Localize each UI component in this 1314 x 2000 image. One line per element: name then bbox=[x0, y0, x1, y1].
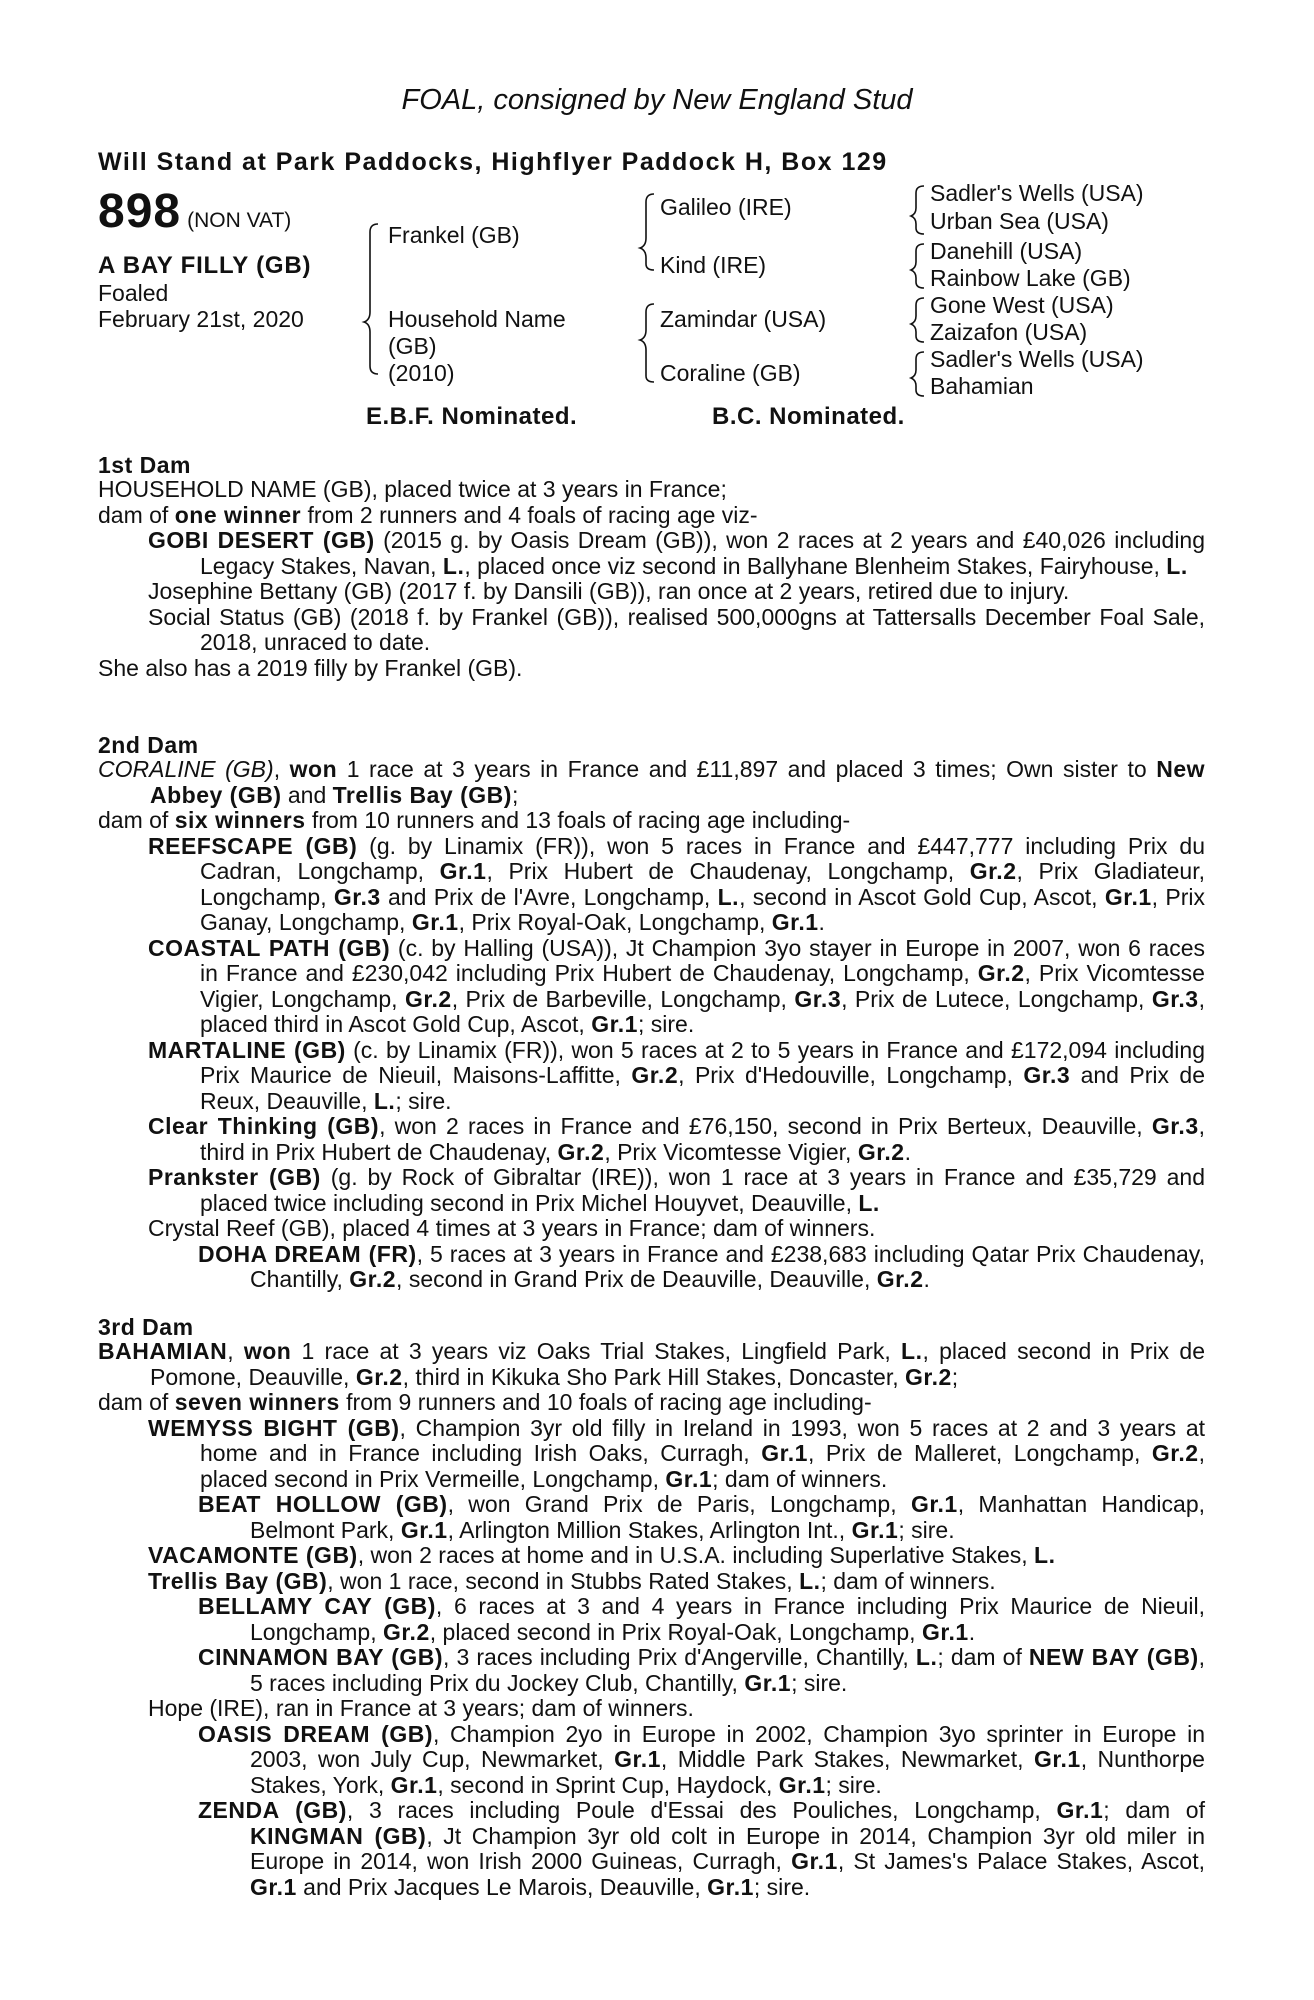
text-run: , Arlington Million Stakes, Arlington Int., bbox=[447, 1516, 852, 1543]
stand-location: Will Stand at Park Paddocks, Highflyer Paddock H, Box 129 bbox=[98, 148, 888, 176]
text-run: ; dam of winners. bbox=[820, 1567, 996, 1594]
bold-run: one winner bbox=[174, 501, 302, 528]
dam-name-line2: (GB) bbox=[388, 333, 437, 359]
bold-run: OASIS DREAM (GB) bbox=[198, 1720, 433, 1747]
dam3-entry bbox=[98, 1416, 1205, 1493]
dam3-entry bbox=[98, 1569, 1205, 1595]
bold-run: Trellis Bay (GB) bbox=[332, 781, 512, 808]
text-run: ; dam of bbox=[937, 1644, 1029, 1670]
text-run: , placed second in Prix de Pomone, Deauville, bbox=[150, 1338, 1205, 1390]
text-run: She also has a 2019 filly by Frankel (GB). bbox=[98, 654, 523, 681]
text-run: , 6 races at 3 and 4 years in France including Prix Maurice de Nieuil, Longchamp, bbox=[250, 1593, 1205, 1645]
ggs-8: Bahamian bbox=[930, 373, 1034, 399]
text-run: , 3 races including Poule d'Essai des Pouliches, Longchamp, bbox=[346, 1797, 1057, 1823]
bold-run: Gr.1 bbox=[439, 858, 487, 884]
text-run: (g. by Rock of Gibraltar (IRE)), won 1 race at 3 years in France and £35,729 and placed twice including second in Prix Michel Houyvet, Deauville, bbox=[200, 1164, 1205, 1216]
bold-run: Gr.2 bbox=[349, 1266, 397, 1292]
text-run: ; sire. bbox=[637, 1011, 695, 1037]
lot-name: A BAY FILLY (GB) bbox=[98, 252, 312, 279]
bold-run: won bbox=[243, 1338, 292, 1364]
dam-name-line1: Household Name bbox=[388, 306, 566, 332]
italic-run: CORALINE (GB) bbox=[98, 756, 274, 782]
text-run: Hope (IRE), ran in France at 3 years; dam of winners. bbox=[148, 1695, 694, 1721]
bold-run: Gr.1 bbox=[591, 1011, 638, 1037]
bold-run: Prankster (GB) bbox=[148, 1164, 321, 1190]
ggs-5: Gone West (USA) bbox=[930, 292, 1114, 318]
text-run: and bbox=[281, 781, 333, 808]
text-run: , Manhattan Handicap, Belmont Park, bbox=[250, 1491, 1205, 1543]
dam-dam: Coraline (GB) bbox=[660, 360, 801, 386]
text-run: , second in Ascot Gold Cup, Ascot, bbox=[739, 883, 1105, 910]
first-dam-heading: 1st Dam bbox=[98, 452, 191, 478]
text-run: , Champion 3yr old filly in Ireland in 1993, won 5 races at 2 and 3 years at home and in France including Irish Oaks, Curragh, bbox=[200, 1414, 1205, 1466]
text-run: , Prix Hubert de Chaudenay, Longchamp, bbox=[486, 858, 970, 884]
text-run: from 10 runners and 13 foals of racing age including- bbox=[305, 807, 851, 833]
text-run: 1 race at 3 years in France and £11,897 and placed 3 times; Own sister to bbox=[337, 756, 1157, 782]
ebf-nominated: E.B.F. Nominated. bbox=[366, 403, 578, 430]
dam1-entry bbox=[98, 528, 1205, 579]
bold-run: Gr.1 bbox=[707, 1873, 754, 1900]
ggs-4: Rainbow Lake (GB) bbox=[930, 265, 1131, 291]
text-run: , second in Sprint Cup, Haydock, bbox=[437, 1771, 779, 1798]
text-run: from 2 runners and 4 foals of racing age viz- bbox=[301, 501, 758, 528]
text-run: dam of bbox=[98, 807, 175, 833]
bold-run: Gr.1 bbox=[910, 1491, 958, 1517]
text-run: and Prix Jacques Le Marois, Deauville, bbox=[296, 1873, 708, 1900]
bold-run: Gr.1 bbox=[411, 909, 459, 935]
text-run: . bbox=[968, 1618, 976, 1645]
bold-run: Gr.2 bbox=[557, 1138, 605, 1165]
foaled-date: February 21st, 2020 bbox=[98, 306, 304, 332]
ggs-3: Danehill (USA) bbox=[930, 238, 1083, 264]
bold-run: Gr.3 bbox=[333, 883, 381, 910]
bold-run: Gr.3 bbox=[1151, 1113, 1199, 1139]
text-run: , Prix Vicomtesse Vigier, Longchamp, bbox=[200, 960, 1205, 1012]
bold-run: COASTAL PATH (GB) bbox=[148, 934, 391, 961]
bold-run: BEAT HOLLOW (GB) bbox=[198, 1491, 448, 1517]
bold-run: Gr.2 bbox=[631, 1062, 679, 1088]
text-run: (c. by Linamix (FR)), won 5 races at 2 to 5 years in France and £172,094 including Prix Maurice de Nieuil, Maisons-Laffitte, bbox=[200, 1036, 1205, 1088]
dam3-entry bbox=[98, 1722, 1205, 1799]
bold-run: BAHAMIAN bbox=[98, 1338, 228, 1364]
bold-run: L. bbox=[1166, 552, 1188, 579]
bold-run: Gr.1 bbox=[614, 1746, 661, 1772]
bold-run: Gr.1 bbox=[400, 1516, 448, 1543]
bold-run: MARTALINE (GB) bbox=[148, 1036, 346, 1063]
sire-sire: Galileo (IRE) bbox=[660, 194, 792, 220]
text-run: , 5 races including Prix du Jockey Club, Chantilly, bbox=[250, 1644, 1205, 1696]
bold-run: Gr.1 bbox=[778, 1771, 826, 1798]
dam2-entry bbox=[98, 1216, 1205, 1242]
text-run: (2015 g. by Oasis Dream (GB)), won 2 races at 2 years and £40,026 including Legacy Stakes, Navan, bbox=[200, 527, 1206, 579]
dam1-entry bbox=[98, 503, 1205, 529]
vat-status: (NON VAT) bbox=[187, 209, 292, 232]
text-run: , Nunthorpe Stakes, York, bbox=[250, 1746, 1205, 1798]
text-run: ; sire. bbox=[898, 1516, 955, 1543]
bold-run: Gr.1 bbox=[744, 1669, 792, 1696]
bold-run: Gr.1 bbox=[851, 1516, 899, 1543]
text-run: , Prix Vicomtesse Vigier, bbox=[604, 1138, 858, 1165]
text-run: . bbox=[923, 1266, 930, 1292]
bold-run: L. bbox=[915, 1644, 938, 1670]
bold-run: six winners bbox=[174, 807, 306, 833]
foaled-label: Foaled bbox=[98, 280, 169, 306]
text-run: 1 race at 3 years viz Oaks Trial Stakes, Lingfield Park, bbox=[291, 1338, 902, 1364]
dam2-entry bbox=[98, 834, 1205, 936]
dam1-entry bbox=[98, 656, 1205, 682]
dam2-entry bbox=[98, 757, 1205, 808]
bold-run: L. bbox=[799, 1567, 821, 1594]
dam3-entry bbox=[98, 1594, 1205, 1645]
bold-run: Gr.1 bbox=[1056, 1797, 1104, 1823]
text-run: ; sire. bbox=[791, 1669, 848, 1696]
text-run: (g. by Linamix (FR)), won 5 races in France and £447,777 including Prix du Cadran, Longchamp, bbox=[200, 832, 1205, 884]
dam3-entry bbox=[98, 1645, 1205, 1696]
bold-run: L. bbox=[858, 1189, 880, 1216]
bold-run: Gr.2 bbox=[969, 858, 1017, 884]
text-run: Crystal Reef (GB), placed 4 times at 3 years in France; dam of winners. bbox=[148, 1215, 876, 1241]
bold-run: Gr.2 bbox=[404, 985, 452, 1012]
text-run: , Prix de Barbeville, Longchamp, bbox=[451, 985, 795, 1012]
text-run: , Prix de Lutece, Longchamp, bbox=[841, 985, 1152, 1012]
dam-foaled-year: (2010) bbox=[388, 360, 455, 386]
bold-run: Gr.2 bbox=[977, 960, 1025, 986]
text-run: , won 2 races at home and in U.S.A. including Superlative Stakes, bbox=[357, 1542, 1035, 1568]
text-run: , placed second in Prix Vermeille, Longchamp, bbox=[200, 1440, 1205, 1492]
sire-name: Frankel (GB) bbox=[388, 222, 520, 248]
text-run: , third in Prix Hubert de Chaudenay, bbox=[200, 1113, 1206, 1165]
bold-run: Gr.2 bbox=[905, 1363, 952, 1390]
dam3-entry bbox=[98, 1543, 1205, 1569]
text-run: , Prix Gladiateur, Longchamp, bbox=[200, 858, 1205, 910]
bold-run: Gr.1 bbox=[1033, 1746, 1081, 1772]
text-run: , Prix de Malleret, Longchamp, bbox=[807, 1440, 1152, 1466]
bold-run: Gr.1 bbox=[761, 1440, 808, 1466]
bc-nominated: B.C. Nominated. bbox=[712, 403, 905, 430]
first-dam-section bbox=[98, 477, 1205, 681]
bold-run: L. bbox=[717, 883, 740, 910]
text-run: , bbox=[227, 1338, 244, 1364]
text-run: Social Status (GB) (2018 f. by Frankel (GB)), realised 500,000gns at Tattersalls December Foal Sale, 2018, unraced to date. bbox=[148, 603, 1205, 655]
text-run: . bbox=[904, 1138, 911, 1165]
dam3-entry bbox=[98, 1492, 1205, 1543]
second-dam-section bbox=[98, 757, 1205, 1293]
text-run: ; bbox=[951, 1363, 959, 1390]
ggs-6: Zaizafon (USA) bbox=[930, 319, 1088, 345]
text-run: dam of bbox=[98, 1389, 175, 1415]
bold-run: Gr.1 bbox=[771, 909, 819, 935]
text-run: , won 1 race, second in Stubbs Rated Stakes, bbox=[327, 1567, 800, 1594]
text-run: ; dam of winners. bbox=[712, 1465, 888, 1492]
text-run: , second in Grand Prix de Deauville, Deauville, bbox=[396, 1266, 877, 1292]
dam3-entry bbox=[98, 1696, 1205, 1722]
bold-run: Gr.2 bbox=[857, 1138, 905, 1165]
text-run: , Prix Ganay, Longchamp, bbox=[200, 883, 1206, 935]
bold-run: Gr.3 bbox=[794, 985, 842, 1012]
bold-run: REEFSCAPE (GB) bbox=[148, 832, 358, 859]
text-run: , won Grand Prix de Paris, Longchamp, bbox=[447, 1491, 911, 1517]
bold-run: L. bbox=[1034, 1542, 1056, 1568]
bold-run: Gr.1 bbox=[665, 1465, 713, 1492]
bold-run: Gr.1 bbox=[250, 1873, 297, 1900]
bold-run: won bbox=[289, 756, 338, 782]
bold-run: New Abbey (GB) bbox=[150, 756, 1206, 808]
text-run: , Champion 2yo in Europe in 2002, Champion 3yo sprinter in Europe in 2003, won July Cup, Newmarket, bbox=[250, 1720, 1205, 1772]
ggs-2: Urban Sea (USA) bbox=[930, 208, 1109, 234]
text-run: Josephine Bettany (GB) (2017 f. by Dansili (GB)), ran once at 2 years, retired due to injury. bbox=[148, 578, 1070, 604]
text-run: , 5 races at 3 years in France and £238,683 including Qatar Prix Chaudenay, Chantilly, bbox=[250, 1240, 1205, 1292]
bold-run: Gr.2 bbox=[876, 1266, 924, 1292]
bold-run: L. bbox=[901, 1338, 923, 1364]
bold-run: BELLAMY CAY (GB) bbox=[198, 1593, 436, 1619]
text-run: ; sire. bbox=[825, 1771, 882, 1798]
text-run: , St James's Palace Stakes, Ascot, bbox=[837, 1848, 1205, 1874]
dam3-entry bbox=[98, 1798, 1205, 1900]
text-run: , Middle Park Stakes, Newmarket, bbox=[660, 1746, 1034, 1772]
dam3-entry bbox=[98, 1339, 1205, 1390]
lot-number: 898 bbox=[98, 185, 182, 238]
dam3-entry bbox=[98, 1390, 1205, 1416]
text-run: , Prix d'Hedouville, Longchamp, bbox=[678, 1062, 1024, 1088]
bold-run: GOBI DESERT (GB) bbox=[148, 527, 375, 553]
bold-run: KINGMAN (GB) bbox=[250, 1822, 427, 1849]
bold-run: Gr.2 bbox=[1151, 1440, 1199, 1466]
text-run: , placed once viz second in Ballyhane Blenheim Stakes, Fairyhouse, bbox=[464, 552, 1167, 579]
dam2-entry bbox=[98, 1114, 1205, 1165]
text-run: and Prix de Reux, Deauville, bbox=[200, 1062, 1205, 1114]
text-run: HOUSEHOLD NAME (GB), placed twice at 3 years in France; bbox=[98, 476, 727, 502]
dam2-entry bbox=[98, 1242, 1205, 1293]
dam2-entry bbox=[98, 808, 1205, 834]
bold-run: Gr.1 bbox=[791, 1848, 838, 1874]
bold-run: Clear Thinking (GB) bbox=[148, 1113, 380, 1139]
text-run: ; sire. bbox=[753, 1873, 811, 1900]
dam1-entry bbox=[98, 477, 1205, 503]
dam2-entry bbox=[98, 1038, 1205, 1115]
ggs-1: Sadler's Wells (USA) bbox=[930, 180, 1144, 206]
bold-run: WEMYSS BIGHT (GB) bbox=[148, 1414, 400, 1441]
text-run: , bbox=[273, 756, 290, 782]
bold-run: DOHA DREAM (FR) bbox=[198, 1240, 417, 1267]
text-run: ; bbox=[511, 781, 519, 808]
bold-run: Gr.2 bbox=[355, 1363, 403, 1390]
dam-sire: Zamindar (USA) bbox=[660, 306, 827, 332]
text-run: , 3 races including Prix d'Angerville, Chantilly, bbox=[443, 1644, 916, 1670]
bold-run: Gr.2 bbox=[382, 1618, 430, 1645]
consignment-line: FOAL, consigned by New England Stud bbox=[401, 84, 913, 116]
bold-run: CINNAMON BAY (GB) bbox=[198, 1644, 444, 1670]
second-dam-heading: 2nd Dam bbox=[98, 732, 199, 758]
dam2-entry bbox=[98, 936, 1205, 1038]
bold-run: Gr.3 bbox=[1151, 985, 1199, 1012]
bold-run: Gr.3 bbox=[1023, 1062, 1071, 1088]
bold-run: Gr.1 bbox=[1104, 883, 1152, 910]
text-run: , Prix Royal-Oak, Longchamp, bbox=[458, 909, 772, 935]
bold-run: VACAMONTE (GB) bbox=[148, 1542, 358, 1568]
bold-run: Trellis Bay (GB) bbox=[148, 1567, 328, 1594]
text-run: ; sire. bbox=[395, 1087, 452, 1114]
dam1-entry bbox=[98, 605, 1205, 656]
bold-run: NEW BAY (GB) bbox=[1028, 1644, 1199, 1670]
text-run: , won 2 races in France and £76,150, second in Prix Berteux, Deauville, bbox=[379, 1113, 1152, 1139]
text-run: from 9 runners and 10 foals of racing age including- bbox=[339, 1389, 872, 1415]
dam2-entry bbox=[98, 1165, 1205, 1216]
text-run: and Prix de l'Avre, Longchamp, bbox=[380, 883, 718, 910]
text-run: , Jt Champion 3yr old colt in Europe in 2014, Champion 3yr old miler in Europe in 2014, won Irish 2000 Guineas, Curragh, bbox=[250, 1822, 1206, 1874]
sire-dam: Kind (IRE) bbox=[660, 252, 767, 278]
ggs-7: Sadler's Wells (USA) bbox=[930, 346, 1144, 372]
text-run: ; dam of bbox=[1103, 1797, 1205, 1823]
text-run: , placed second in Prix Royal-Oak, Longchamp, bbox=[429, 1618, 922, 1645]
third-dam-section bbox=[98, 1339, 1205, 1900]
bold-run: Gr.1 bbox=[390, 1771, 438, 1798]
text-run: dam of bbox=[98, 501, 175, 528]
bold-run: L. bbox=[442, 552, 465, 579]
third-dam-heading: 3rd Dam bbox=[98, 1314, 194, 1340]
text-run: (c. by Halling (USA)), Jt Champion 3yo stayer in Europe in 2007, won 6 races in France and £230,042 including Prix Hubert de Chaudenay, Longchamp, bbox=[200, 934, 1205, 986]
bold-run: Gr.1 bbox=[921, 1618, 969, 1645]
text-run: , third in Kikuka Sho Park Hill Stakes, Doncaster, bbox=[402, 1363, 905, 1390]
dam1-entry bbox=[98, 579, 1205, 605]
bold-run: seven winners bbox=[174, 1389, 340, 1415]
bold-run: ZENDA (GB) bbox=[198, 1797, 347, 1823]
bold-run: L. bbox=[373, 1087, 396, 1114]
text-run: , placed third in Ascot Gold Cup, Ascot, bbox=[200, 985, 1205, 1037]
text-run: . bbox=[818, 909, 825, 935]
